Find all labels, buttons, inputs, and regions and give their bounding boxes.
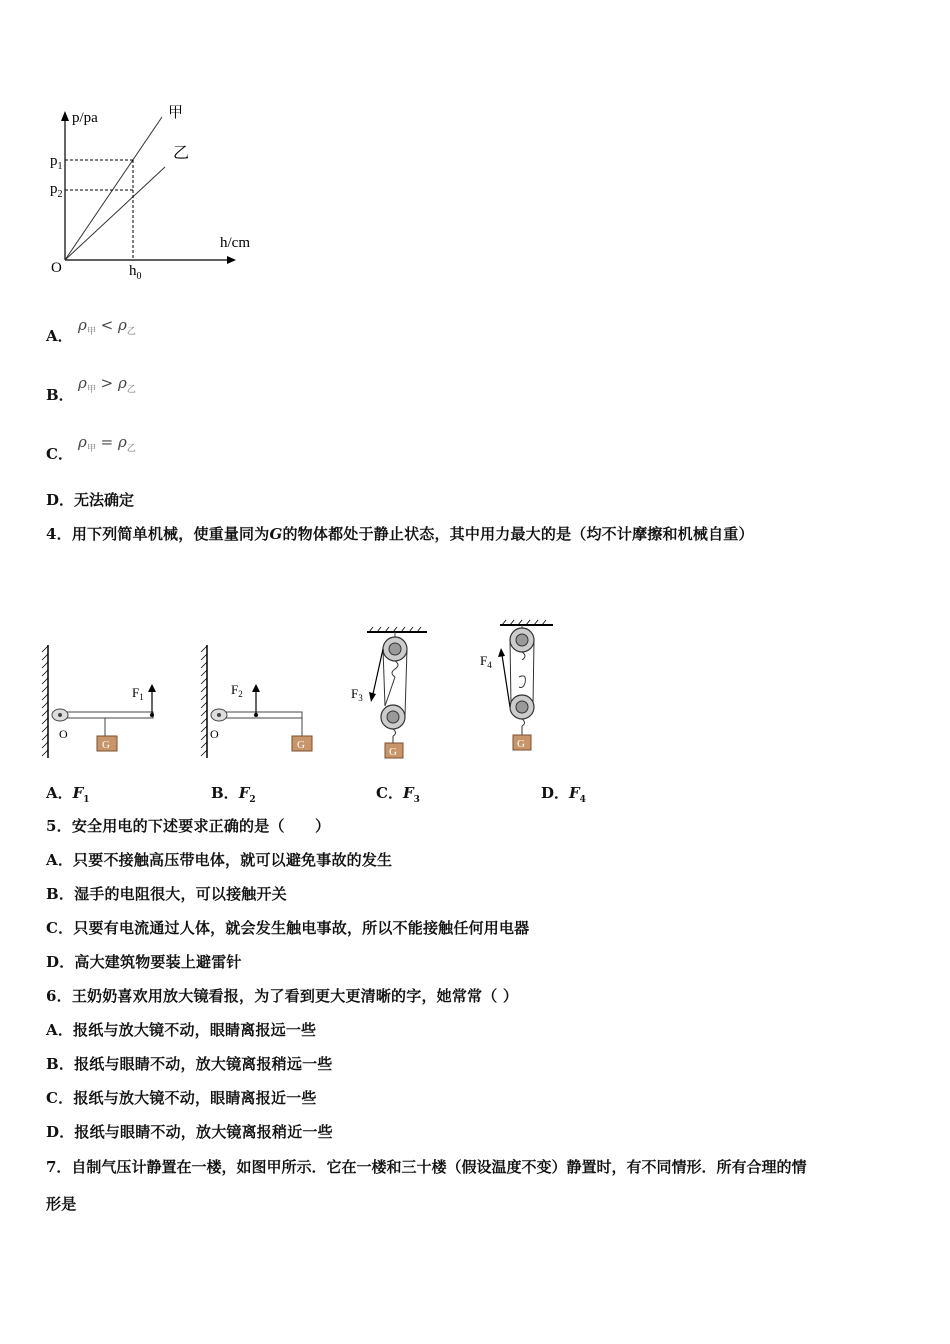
h0-label: $h_0$ [129,263,142,282]
formula-a: $\rho_甲 < \rho_乙$ [78,316,136,337]
q5-option-d[interactable]: D．高大建筑物要装上避雷针 [46,953,242,971]
svg-text:F1: $F_1$ [132,685,144,702]
y-axis-label: p/pa [72,110,98,126]
q5-stem: 5．安全用电的下述要求正确的是（ ） [46,817,331,835]
q7-stem-line2: 形是 [46,1195,77,1213]
svg-text:G: G [102,739,110,751]
q6-option-b[interactable]: B．报纸与眼睛不动，放大镜离报稍远一些 [46,1055,333,1073]
q4-option-b[interactable]: B．$F_2$ [211,784,256,805]
q5-option-c[interactable]: C．只要有电流通过人体，就会发生触电事故，所以不能接触任何用电器 [46,919,530,937]
p2-label: $p_2$ [50,181,63,200]
q6-option-d[interactable]: D．报纸与眼睛不动，放大镜离报稍近一些 [46,1123,333,1141]
q5-option-a[interactable]: A．只要不接触高压带电体，就可以避免事故的发生 [46,851,393,869]
p1-label: $p_1$ [50,153,63,172]
q4-option-c[interactable]: C．$F_3$ [376,784,420,805]
svg-text:G: G [297,739,305,751]
q4-option-a[interactable]: A．$F_1$ [46,784,90,805]
formula-c: $\rho_甲 = \rho_乙$ [78,433,136,454]
svg-text:G: G [389,746,397,758]
q6-stem: 6．王奶奶喜欢用放大镜看报，为了看到更大更清晰的字，她常常（ ） [46,987,519,1005]
svg-text:F2: $F_2$ [231,682,243,699]
svg-text:O: O [59,727,68,741]
q5-option-b[interactable]: B．湿手的电阻很大，可以接触开关 [46,885,287,903]
svg-text:O: O [210,727,219,741]
pulley-f3-figure [345,622,435,767]
lever-f1-figure [40,640,170,765]
q4-stem: 4．用下列简单机械，使重量同为G的物体都处于静止状态，其中用力最大的是（均不计摩擦和机械自重） [46,525,754,543]
q6-option-a[interactable]: A．报纸与放大镜不动，眼睛离报远一些 [46,1021,317,1039]
svg-text:F4: $F_4$ [480,653,492,670]
line-jia [65,117,162,260]
pulley-f4-figure [475,615,565,760]
line-yi [65,167,165,260]
q6-option-c[interactable]: C．报纸与放大镜不动，眼睛离报近一些 [46,1089,317,1107]
x-axis-label: h/cm [220,235,250,251]
jia-label: 甲 [168,105,184,121]
q4-option-d[interactable]: D．$F_4$ [541,784,586,805]
pressure-depth-graph [40,95,270,285]
lever-f2-figure [195,640,325,765]
svg-text:G: G [517,738,525,750]
q7-stem-line1: 7．自制气压计静置在一楼，如图甲所示．它在一楼和三十楼（假设温度不变）静置时，有不同情形．所有合理的情 [46,1158,807,1176]
svg-text:F3: $F_3$ [351,686,363,703]
origin-label: O [51,260,62,276]
formula-b: $\rho_甲 > \rho_乙$ [78,374,136,395]
yi-label: 乙 [173,145,190,162]
